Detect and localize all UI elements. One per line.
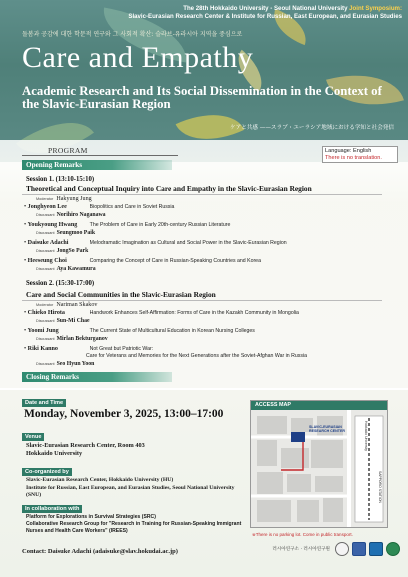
discussant-name: Sun-Mi Chae <box>56 318 90 324</box>
speaker-name: Chieko Hirota <box>27 310 65 316</box>
discussant-name: Seo Hyun Yoon <box>56 361 95 367</box>
divider <box>22 155 178 156</box>
speaker-name: Riki Kanno <box>27 346 58 352</box>
talk-item: • Riki Kanno Not Great but Patriotic War: <box>24 346 154 352</box>
discussant-tag: Discussant <box>36 249 55 253</box>
discussant-tag: Discussant <box>36 362 55 366</box>
event-info-section <box>0 390 408 577</box>
discussant <box>36 336 108 342</box>
paper-title: Not Great but Patriotic War: <box>89 346 154 352</box>
speaker-name: Yoomi Jung <box>27 328 59 334</box>
discussant <box>36 266 96 272</box>
discussant-name: JongSo Park <box>56 248 89 254</box>
partner-logos <box>272 542 400 556</box>
discussant-name: Mirlan Bekturganov <box>56 336 108 342</box>
session-1-label: Session 1. (13:10-15:10) <box>26 176 95 183</box>
joint-symposium-label: Joint Symposium: <box>349 5 402 12</box>
co-organizer-text <box>26 477 248 500</box>
event-date: Monday, November 3, 2025, 13:00–17:00 <box>24 408 224 420</box>
discussant-name: Norihiro Naganawa <box>56 212 106 218</box>
talk-item: • Daisuke Adachi Melodramatic Imagination as Cultural and Social Power in the Slavic-Eurasian Region <box>24 240 287 246</box>
organizer-line-2: Slavic-Eurasian Research Center & Institute for Russian, East European, and Eurasian Studies <box>128 13 402 21</box>
venue-line-1: Slavic-Eurasian Research Center, Room 403 <box>26 442 145 449</box>
session-2-moderator <box>36 302 97 308</box>
discussant-tag: Discussant <box>36 213 55 217</box>
venue-text <box>26 442 145 458</box>
date-label: Date and Time <box>22 399 66 407</box>
closing-remarks-bar: Closing Remarks <box>22 372 172 382</box>
header-banner <box>0 0 408 162</box>
paper-title: The Current State of Multicultural Education in Korean Nursing Colleges <box>89 328 255 334</box>
collaboration-label: In collaboration with <box>22 505 82 513</box>
moderator-tag: Moderator <box>36 197 54 201</box>
map-side-label-2: SAPPORO STATION <box>378 471 382 503</box>
paper-title: Melodramatic Imagination as Cultural and Social Power in the Slavic-Eurasian Region <box>89 240 287 246</box>
discussant-tag: Discussant <box>36 267 55 271</box>
language-note: There is no translation. <box>325 154 382 161</box>
discussant <box>36 361 94 367</box>
access-map <box>250 400 388 528</box>
talk-item: • Youkyoung Hwang The Problem of Care in Early 20th-century Russian Literature <box>24 222 231 228</box>
session-2-title: Care and Social Communities in the Slavic-Eurasian Region <box>26 290 216 299</box>
discussant-tag: Discussant <box>36 319 55 323</box>
discussant <box>36 212 106 218</box>
discussant <box>36 318 90 324</box>
access-map-title: ACCESS MAP <box>251 401 387 410</box>
page-title: Care and Empathy <box>22 41 254 74</box>
language-label: Language: English <box>325 148 372 154</box>
discussant-tag: Discussant <box>36 337 55 341</box>
src-logo-icon <box>352 542 366 556</box>
collaborator-2: Collaborative Research Group for "Research in Training for Russian-Speaking Immigrant Nurses and Health Care Workers" (IREES) <box>26 520 242 534</box>
moderator-tag: Moderator <box>36 303 54 307</box>
japanese-title: ケアと共感 ——スラブ・ユーラシア地域における学知と社会発信 <box>230 125 394 131</box>
speaker-name: Heeseung Choi <box>27 258 67 264</box>
paper-title: Handwork Enhances Self-Affirmation: Forms of Care in the Kazakh Community in Mongolia <box>89 310 299 316</box>
moderator-name: Hakyung Jung <box>56 196 92 202</box>
organizer-line-1: The 28th Hokkaido University - Seoul National University <box>183 5 348 12</box>
opening-remarks-bar: Opening Remarks <box>22 160 172 170</box>
language-box <box>322 146 398 163</box>
divider <box>22 194 382 195</box>
session-2-label: Session 2. (15:30-17:00) <box>26 280 95 287</box>
paper-title: Comparing the Concept of Care in Russian-Speaking Countries and Korea <box>89 258 261 264</box>
co-organizer-1: Slavic-Eurasian Research Center, Hokkaido University (HU) <box>26 477 174 483</box>
page-subtitle: Academic Research and Its Social Dissemination in the Context of the Slavic-Eurasian Region <box>22 84 382 111</box>
collaborator-1: Platform for Explorations in Survival Strategies (SRC) <box>26 514 156 520</box>
talk-item: • Chieko Hirota Handwork Enhances Self-Affirmation: Forms of Care in the Kazakh Community in Mongolia <box>24 310 299 316</box>
paper-title-continued <box>86 353 396 360</box>
hokkaido-logo-icon <box>369 542 383 556</box>
talk-item: • Heeseung Choi Comparing the Concept of Care in Russian-Speaking Countries and Korea <box>24 258 261 264</box>
talk-item: • Jonghyeon Lee Biopolitics and Care in Soviet Russia <box>24 204 175 210</box>
divider <box>22 300 382 301</box>
co-organizer-label: Co-organized by <box>22 468 72 476</box>
program-section <box>0 140 408 388</box>
session-1-title: Theoretical and Conceptual Inquiry into Care and Empathy in the Slavic-Eurasian Region <box>26 184 312 193</box>
discussant-name: Seungmoo Paik <box>56 230 96 236</box>
map-center-label: SLAVIC-EURASIAN RESEARCH CENTER <box>309 425 345 433</box>
parking-note: ※There is no parking lot. Come in public transport. <box>252 532 353 537</box>
discussant-tag: Discussant <box>36 231 55 235</box>
program-heading: PROGRAM <box>48 146 88 155</box>
speaker-name: Daisuke Adachi <box>27 240 69 246</box>
contact-line: Contact: Daisuke Adachi (adaisuke@slav.hokudai.ac.jp) <box>22 548 178 555</box>
co-organizer-2: Institute for Russian, East European, and Eurasian Studies, Seoul National University (SNU) <box>26 484 235 499</box>
speaker-name: Jonghyeon Lee <box>27 204 67 210</box>
logo-text: 러시아연구소 · 러시아연구원 <box>272 547 330 552</box>
talk-item: • Yoomi Jung The Current State of Multicultural Education in Korean Nursing Colleges <box>24 328 255 334</box>
discussant <box>36 230 95 236</box>
discussant <box>36 248 88 254</box>
collaboration-text <box>26 514 248 535</box>
paper-title: The Problem of Care in Early 20th-century Russian Literature <box>89 222 231 228</box>
map-side-label-1: Hokkaido University <box>364 421 368 451</box>
korean-title: 돌봄과 공감에 대한 학문적 연구와 그 사회적 확산: 슬라브-유라시아 지역을 중심으로 <box>22 31 243 38</box>
university-seal-icon <box>386 542 400 556</box>
session-1-moderator <box>36 196 92 202</box>
paper-title: Biopolitics and Care in Soviet Russia <box>89 204 175 210</box>
speaker-name: Youkyoung Hwang <box>27 222 78 228</box>
venue-label: Venue <box>22 433 44 441</box>
discussant-name: Aya Kawamura <box>56 266 96 272</box>
venue-line-2: Hokkaido University <box>26 449 83 457</box>
moderator-name: Nariman Skakov <box>56 302 98 308</box>
organizer-heading <box>128 5 402 21</box>
snu-seal-icon <box>335 542 349 556</box>
paper-title-line-2: Care for Veterans and Memories for the Next Generations after the Soviet-Afghan War in Russia <box>86 353 307 359</box>
